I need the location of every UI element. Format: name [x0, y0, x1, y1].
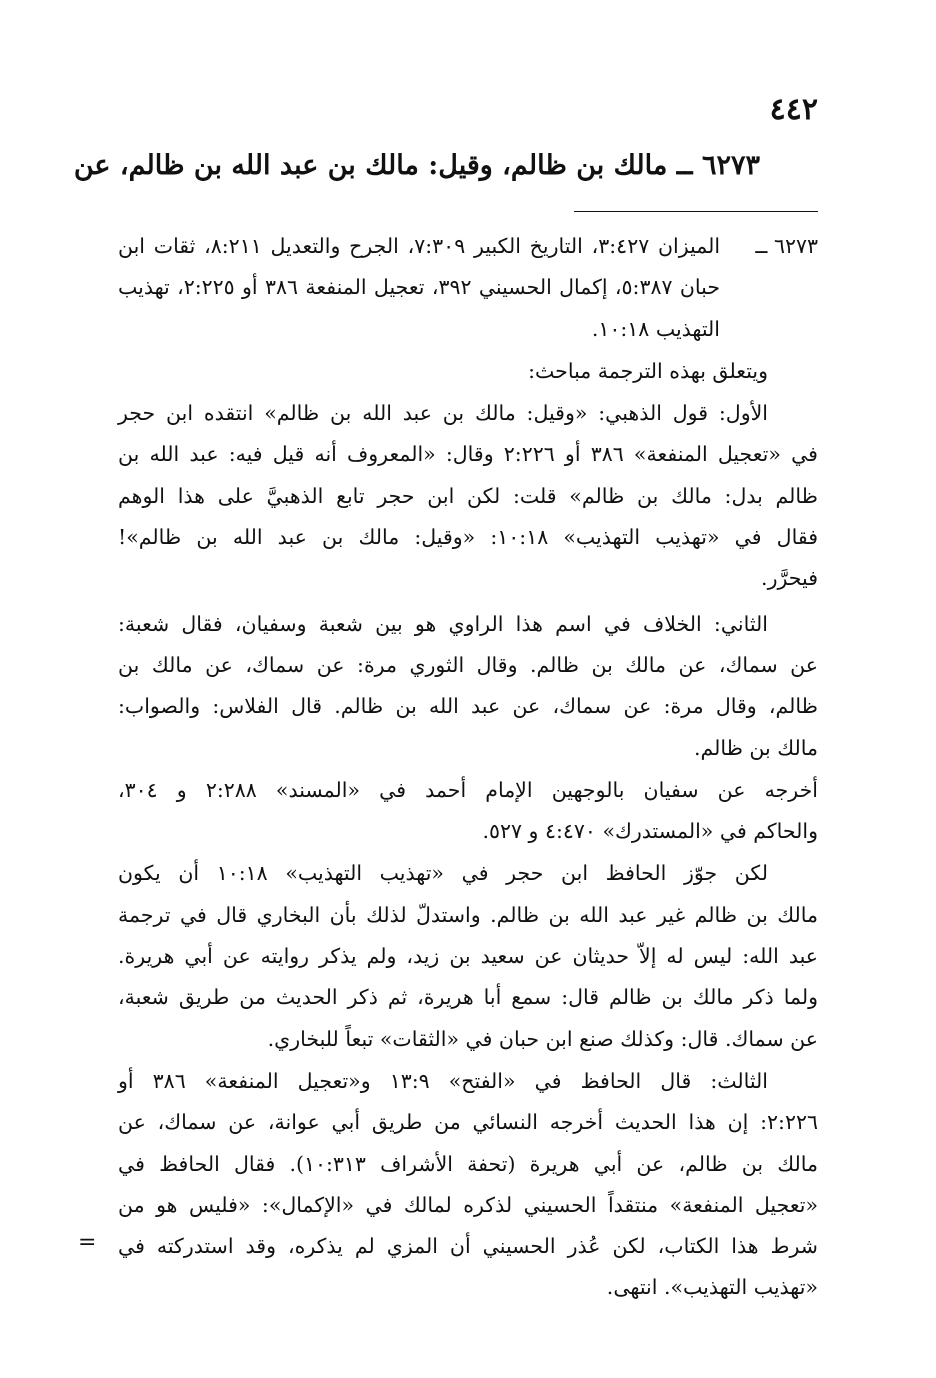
paragraph-line: عن سماك. قال: وكذلك صنع ابن حبان في «الثقات» تبعاً للبخاري. [267, 1026, 818, 1051]
paragraph-line: ولما ذكر مالك بن ظالم قال: سمع أبا هريرة، ثم ذكر الحديث من طريق شعبة، [118, 985, 818, 1010]
third-discussion-paragraph [118, 1061, 818, 1309]
footnotes [118, 226, 818, 1309]
paragraph-line: «تعجيل المنفعة» منتقداً الحسيني لذكره لمالك في «الإكمال»: «فليس هو من [118, 1192, 818, 1217]
paragraph-line: الثالث: قال الحافظ في «الفتح» ١٣:٩ و«تعجيل المنفعة» ٣٨٦ أو [118, 1068, 768, 1093]
paragraph-line: ظالم بدل: مالك بن ظالم» قلت: لكن ابن حجر تابع الذهبيَّ على هذا الوهم [118, 483, 818, 508]
continuation-mark: = [78, 1230, 97, 1255]
ibn-hajar-paragraph [118, 853, 818, 1059]
paragraph-line: فيحرَّر. [761, 566, 818, 591]
footnote-divider [574, 211, 818, 212]
paragraph-line: «تهذيب التهذيب». انتهى. [606, 1275, 818, 1300]
paragraph-line: والحاكم في «المستدرك» ٤:٤٧٠ و ٥٢٧. [482, 819, 818, 844]
paragraph-line: مالك بن ظالم، عن أبي هريرة (تحفة الأشراف ١٠:٣١٣). فقال الحافظ في [118, 1151, 818, 1176]
paragraph-line: الأول: قول الذهبي: «وقيل: مالك بن عبد الله بن ظالم» انتقده ابن حجر [118, 401, 768, 426]
paragraph-line: ويتعلق بهذه الترجمة مباحث: [528, 358, 768, 383]
page-number: ٤٤٢ [769, 92, 818, 127]
entry-heading: ٦٢٧٣ ــ مالك بن ظالم، وقيل: مالك بن عبد الله بن ظالم، عن [73, 150, 760, 181]
footnote-number: ٦٢٧٣ ــ [755, 234, 818, 258]
paragraph-line: ٢:٢٢٦: إن هذا الحديث أخرجه النسائي من طريق أبي عوانة، عن سماك، عن [118, 1110, 818, 1135]
footnote-sources [118, 226, 818, 350]
second-discussion-paragraph [118, 604, 818, 769]
paragraph-line: فقال في «تهذيب التهذيب» ١٠:١٨: «وقيل: مالك بن عبد الله بن ظالم»! [118, 525, 818, 550]
paragraph-line: عبد الله: ليس له إلاّ حديثان عن سعيد بن زيد، ولم يذكر روايته عن أبي هريرة. [118, 944, 818, 969]
paragraph-line: لكن جوّز الحافظ ابن حجر في «تهذيب التهذيب» ١٠:١٨ أن يكون [118, 861, 768, 886]
intro-paragraph [118, 351, 818, 392]
source-line: التهذيب ١٠:١٨. [591, 316, 720, 341]
paragraph-line: مالك بن ظالم غير عبد الله بن ظالم. واستدلّ لذلك بأن البخاري قال في ترجمة [118, 902, 818, 927]
paragraph-line: شرط هذا الكتاب، لكن عُذر الحسيني أن المزي لم يذكره، وقد استدركته في [118, 1234, 818, 1259]
paragraph-line: مالك بن ظالم. [693, 735, 818, 760]
source-line: حبان ٥:٣٨٧، إكمال الحسيني ٣٩٢، تعجيل المنفعة ٣٨٦ أو ٢:٢٢٥، تهذيب [118, 275, 720, 300]
paragraph-line: عن سماك، عن مالك بن ظالم. وقال الثوري مرة: عن سماك، عن مالك بن [118, 652, 818, 677]
paragraph-line: في «تعجيل المنفعة» ٣٨٦ أو ٢:٢٢٦ وقال: «المعروف أنه قيل فيه: عبد الله بن [118, 442, 818, 467]
paragraph-line: ظالم، وقال مرة: عن سماك، عن عبد الله بن ظالم. قال الفلاس: والصواب: [118, 694, 818, 719]
paragraph-line: أخرجه عن سفيان بالوجهين الإمام أحمد في «المسند» ٢:٢٨٨ و ٣٠٤، [118, 777, 818, 802]
source-line: الميزان ٣:٤٢٧، التاريخ الكبير ٧:٣٠٩، الجرح والتعديل ٨:٢١١، ثقات ابن [118, 234, 721, 258]
hadith-source-paragraph [118, 770, 818, 853]
paragraph-line: الثاني: الخلاف في اسم هذا الراوي هو بين شعبة وسفيان، فقال شعبة: [118, 611, 768, 636]
footnote-source-list [118, 226, 720, 350]
first-discussion-paragraph [118, 393, 818, 599]
